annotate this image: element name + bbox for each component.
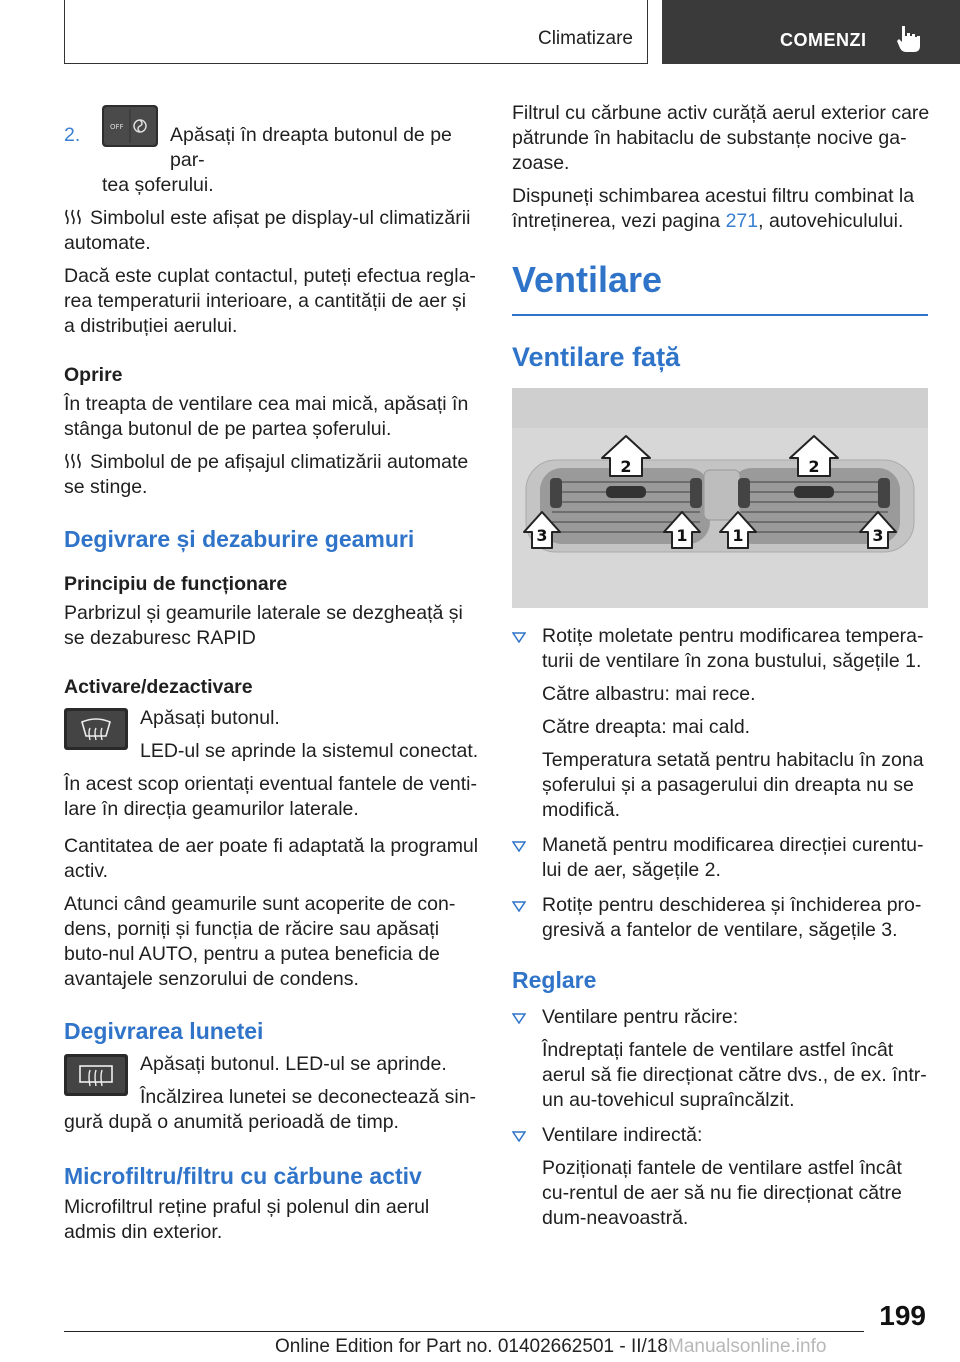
ventilation-symbol-icon — [64, 452, 82, 470]
bullet-sub-red: Către dreapta: mai cald. — [542, 715, 751, 738]
figure-label-3-left: 3 — [536, 525, 548, 545]
triangle-bullet-icon — [512, 1131, 526, 1142]
header-chapter-tab[interactable] — [662, 0, 960, 64]
bullet-text: Rotițe moletate pentru modificarea tempera-turii de ventilare în zona bustului, săgețile 1. — [542, 624, 924, 672]
rear-off-line2: gură după o anumită perioadă de timp. — [64, 1111, 399, 1133]
change-paragraph — [512, 184, 930, 234]
amount-text: Cantitatea de aer poate fi adaptată la programul activ. — [64, 835, 479, 882]
off-heading: Oprire — [64, 364, 123, 386]
principle-text: Parbrizul și geamurile laterale se dezgheață și se dezaburesc RAPID — [64, 602, 463, 649]
edition-text: Online Edition for Part no. 01402662501 - II/18 — [275, 1336, 668, 1357]
ventilation-symbol-icon — [64, 208, 82, 226]
figure-label-1-right: 1 — [732, 525, 744, 545]
figure-label-1-left: 1 — [676, 525, 688, 545]
activate-press-text: Apăsați butonul. — [140, 707, 280, 729]
activate-heading: Activare/dezactivare — [64, 676, 253, 698]
ventilation-title: Ventilare — [512, 259, 663, 300]
symbol-text: Simbolul este afișat pe display-ul climatizării automate. — [64, 207, 471, 254]
header-section-box — [64, 0, 648, 64]
defrost-heading: Degivrare și dezaburire geamuri — [64, 526, 415, 552]
step-text-line2: tea șoferului. — [102, 174, 214, 196]
principle-heading: Principiu de funcționare — [64, 573, 288, 595]
bullet-text: Manetă pentru modificarea direcției curentu-lui de aer, săgețile 2. — [542, 833, 924, 881]
header-section-title: Climatizare — [537, 28, 633, 49]
step-text-line1: Apăsați în dreapta butonul de pe par- — [170, 124, 452, 171]
fan-off-button-icon — [102, 105, 158, 147]
carbon-text: Filtrul cu cărbune activ curăță aerul exterior care pătrunde în habitaclu de substanțe nocive ga-zoase. — [512, 102, 930, 174]
condens-text: Atunci când geamurile sunt acoperite de con-dens, porniți și funcția de răcire sau apăsați buto-nul AUTO, pentru a putea beneficia de avantajele senzorului de condens. — [64, 893, 456, 990]
left-column — [64, 101, 482, 1245]
cool-label: Ventilare pentru răcire: — [542, 1005, 739, 1028]
bullet-item — [512, 1005, 930, 1113]
contact-text: Dacă este cuplat contactul, puteți efectua regla-rea temperaturii interioare, a cantității de aer și a distribuției aerului. — [64, 265, 476, 337]
front-vent-heading: Ventilare față — [512, 341, 681, 372]
bullet-sub-note: Temperatura setată pentru habitaclu în zona șoferului și a pasagerului din dreapta nu se modifică. — [542, 748, 924, 821]
header-chapter-title: COMENZI — [780, 30, 867, 50]
figure-label-2-left: 2 — [620, 456, 632, 476]
rear-window-defrost-button-icon — [64, 1054, 128, 1096]
off-text: În treapta de ventilare cea mai mică, apăsați în stânga butonul de pe partea șoferului. — [64, 393, 469, 440]
orient-text: În acest scop orientați eventual fantele de venti-lare în direcția geamurilor laterale. — [64, 773, 478, 820]
pointing-hand-icon — [896, 24, 922, 54]
step-2 — [64, 101, 482, 198]
figure-label-2-right: 2 — [808, 456, 820, 476]
micro-text: Microfiltrul reține praful și polenul din aerul admis din exterior. — [64, 1196, 430, 1243]
rear-heading: Degivrarea lunetei — [64, 1018, 264, 1044]
windshield-defrost-button-icon — [64, 708, 128, 750]
rear-defrost-row — [64, 1052, 482, 1110]
bullet-item — [512, 833, 930, 883]
symbol-paragraph — [64, 206, 482, 256]
footer-divider — [64, 1331, 864, 1332]
activate-led-text: LED-ul se aprinde la sistemul conectat. — [140, 740, 479, 762]
triangle-bullet-icon — [512, 1013, 526, 1024]
page-reference-link[interactable]: 271 — [725, 210, 759, 232]
adjust-heading: Reglare — [512, 966, 597, 993]
front-vents-figure — [512, 388, 928, 608]
defrost-button-row — [64, 706, 482, 764]
indirect-text: Poziționați fantele de ventilare astfel încât cu-rentul de aer să nu fie direcționat către dum-neavoastră. — [542, 1156, 902, 1229]
bullet-sub-blue: Către albastru: mai rece. — [542, 682, 756, 705]
step-number: 2. — [64, 124, 81, 146]
triangle-bullet-icon — [512, 901, 526, 912]
right-column — [512, 101, 930, 1231]
title-divider — [512, 314, 928, 316]
svg-text:OFF: OFF — [110, 123, 124, 131]
micro-heading: Microfiltru/filtru cu cărbune activ — [64, 1163, 422, 1189]
triangle-bullet-icon — [512, 632, 526, 643]
off-symbol-text: Simbolul de pe afișajul climatizării automate se stinge. — [64, 451, 469, 498]
cool-text: Îndreptați fantele de ventilare astfel încât aerul să fie direcționat către dvs., de ex. într-un au-tovehicul supraîncălzit. — [542, 1038, 927, 1111]
rear-press-text: Apăsați butonul. LED-ul se aprinde. — [140, 1053, 447, 1075]
figure-label-3-right: 3 — [872, 525, 884, 545]
change-text-pre: Dispuneți schimbarea acestui filtru combinat la întreținerea, vezi pagina — [512, 185, 915, 232]
triangle-bullet-icon — [512, 841, 526, 852]
bullet-item — [512, 1123, 930, 1231]
page-number: 199 — [879, 1300, 926, 1331]
watermark: Manualsonline.info — [668, 1336, 827, 1357]
change-text-post: , autovehiculului. — [758, 210, 904, 232]
bullet-text: Rotițe pentru deschiderea și închiderea pro-gresivă a fantelor de ventilare, săgețile 3. — [542, 893, 922, 941]
off-symbol-paragraph — [64, 450, 482, 500]
rear-off-line1: Încălzirea lunetei se deconectează sin- — [140, 1086, 477, 1108]
bullet-item — [512, 624, 930, 823]
indirect-label: Ventilare indirectă: — [542, 1123, 703, 1146]
bullet-item — [512, 893, 930, 943]
